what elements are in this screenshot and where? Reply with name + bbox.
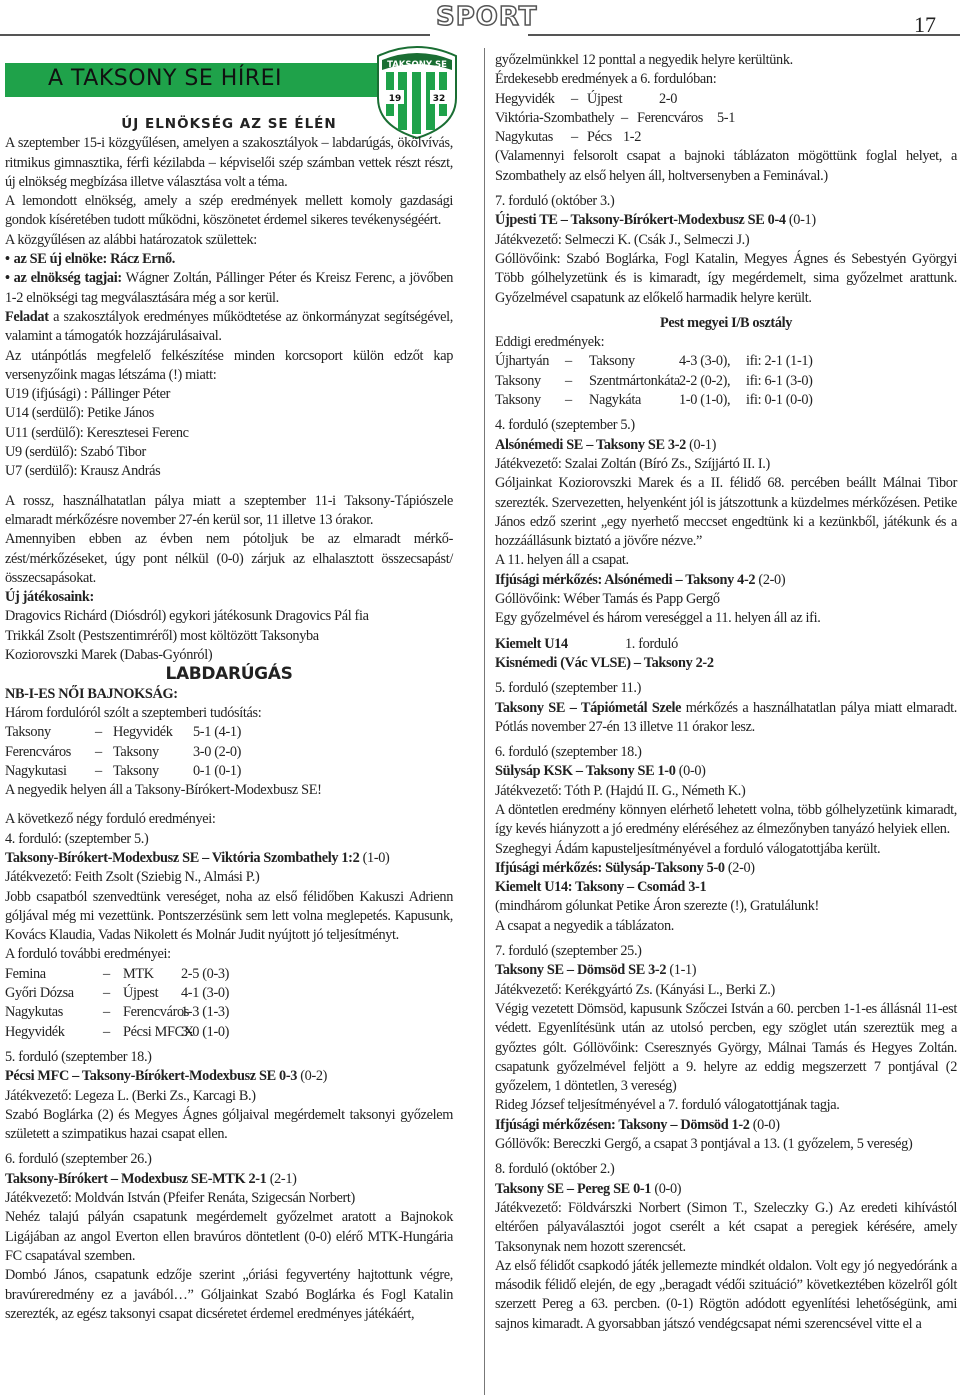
football-heading: LABDARÚGÁS: [165, 664, 293, 685]
team-b: Pécsi MFCX: [123, 1023, 194, 1040]
paragraph: Góllövők: Bereczki Gergő, a csapat 3 pontjával a 13. (1 győzelem, 5 vereség): [495, 1136, 913, 1153]
paragraph: Az első félidőt csapkodó játék jellemezte mindkét oldalon. Volt egy jó negyedóránk a második félidő elején, de egy „beragadt védői szituáció” következtében közelről gólt szerzett Pereg a 63. percben. (0-1) Rögtön adódott egyenlítési lehetőségünk, ami sajnos kimaradt. A gyorsabban játszó vendégcsapat némi szerencsével vitte el a: [495, 1257, 957, 1332]
nb-title-text: NB-I-ES NŐI BAJNOKSÁG:: [5, 685, 178, 702]
logo-year-right: 32: [432, 94, 446, 104]
paragraph: A 11. helyen áll a csapat.: [495, 552, 629, 569]
paragraph: A csapat a negyedik a táblázaton.: [495, 917, 674, 934]
team-a: Nagykutasi: [5, 762, 67, 779]
score: 3-0 (1-0): [181, 1023, 230, 1040]
sep: –: [103, 985, 110, 1002]
sep: –: [103, 1023, 110, 1040]
match-title: Ifjúsági mérkőzés: Sülysáp-Taksony 5-0: [495, 859, 725, 876]
team-a: Hegyvidék: [5, 1023, 65, 1040]
sep: –: [95, 762, 102, 779]
logo-year-left: 19: [388, 94, 402, 104]
right-column: [495, 51, 957, 1334]
team-b: Újpest: [587, 90, 623, 107]
match-title: Sülysáp KSK – Taksony SE 1-0: [495, 763, 676, 780]
paragraph: A döntetlen eredmény könnyen elérhető lehetett volna, több gólhelyzetünk kimaradt, így kevés hiányzott a jó eredmény eléréséhez az élmezőnyben tanyázó helyiek ellen.: [495, 801, 957, 838]
match-title: Pécsi MFC – Taksony-Bírókert-Modexbusz SE 0-3: [5, 1068, 298, 1085]
round-date: 8. forduló (október 2.): [495, 1161, 615, 1178]
half-time: (0-0): [651, 1180, 682, 1197]
result-row: [5, 743, 453, 762]
round-date: 5. forduló (szeptember 11.): [495, 680, 642, 697]
column-divider: [484, 48, 485, 1395]
match-line: [495, 878, 957, 897]
match-title: Taksony SE – Tápiómetál Szele: [495, 699, 682, 716]
paragraph: Eddigi eredmények:: [495, 334, 605, 351]
sep: –: [621, 109, 628, 126]
team-a: Taksony: [495, 372, 541, 389]
bullet-item: [5, 250, 453, 269]
coach-item: U11 (serdülő): Keresztesei Ferenc: [5, 424, 189, 441]
score: 5-1 (4-1): [193, 724, 242, 741]
team-b: Ferencváros: [123, 1004, 190, 1021]
youth-score: ifi: 2-1 (1-1): [746, 353, 813, 370]
paragraph: A negyedik helyen áll a Taksony-Bírókert-Modexbusz SE!: [5, 782, 322, 799]
sep: –: [95, 743, 102, 760]
round-date: 4. forduló: (szeptember 5.): [5, 830, 149, 847]
team-a: Győri Dózsa: [5, 985, 74, 1002]
paragraph: győzelmünkkel 12 ponttal a negyedik helyre kerültünk.: [495, 52, 793, 68]
u14-heading: [495, 635, 957, 654]
player-item: Trikkál Zsolt (Pestszentimréről) most költözött Taksonyba: [5, 627, 319, 644]
referee: Játékvezető: Moldván István (Pfeifer Renáta, Szigecsán Norbert): [5, 1190, 355, 1207]
bullet-item: [5, 269, 453, 308]
coach-item: U14 (serdülő): Petike János: [5, 405, 154, 422]
banner-title: A TAKSONY SE HÍREI: [48, 66, 282, 91]
match-title: Kisnémedi (Vác VLSE) – Taksony 2-2: [495, 654, 714, 671]
paragraph: A következő négy forduló eredményei:: [5, 811, 216, 828]
paragraph: A közgyűlésen az alábbi határozatok születtek:: [5, 231, 257, 248]
match-title: Taksony SE – Dömsöd SE 3-2: [495, 962, 667, 979]
match-title: Taksony-Bírókert-Modexbusz SE – Viktória Szombathely 1:2: [5, 849, 360, 866]
half-time: (2-1): [266, 1170, 297, 1187]
match-title: Ifjúsági mérkőzés: Alsónémedi – Taksony 4-2: [495, 571, 756, 588]
team-a: Hegyvidék: [495, 90, 555, 107]
referee: Játékvezető: Szalai Zoltán (Bíró Zs., Szíjjártó II. I.): [495, 455, 770, 472]
logo-name: TAKSONY SE: [387, 60, 447, 70]
team-b: Taksony: [113, 743, 159, 760]
match-title: Taksony SE – Pereg SE 0-1: [495, 1180, 652, 1197]
result-row: [495, 391, 957, 410]
player-item: Dragovics Richárd (Diósdról) egykori játékosunk Dragovics Pál fia: [5, 608, 369, 625]
team-b: Taksony: [589, 353, 635, 370]
paragraph: Amennyiben ebben az évben nem pótoljuk be az elmaradt mérkő-zést/mérkőzéseket, úgy pont nélkül (0-0) zárjuk az elhalasztott összecsapást/ összecsapásokat.: [5, 531, 453, 586]
match-title: Ifjúsági mérkőzésen: Taksony – Dömsöd 1-2: [495, 1116, 750, 1133]
nb-title: [5, 685, 453, 704]
match-line: [5, 1067, 453, 1086]
section-title: SPORT: [436, 2, 538, 32]
match-line: [495, 1116, 957, 1135]
match-line: [5, 1170, 453, 1189]
team-a: Taksony: [5, 724, 51, 741]
paragraph: Érdekesebb eredmények a 6. fordulóban:: [495, 71, 717, 88]
team-b: Újpest: [123, 985, 159, 1002]
player-item: Koziorovszki Marek (Dabas-Gyónról): [5, 647, 213, 664]
paragraph: Az utánpótlás megfelelő felkészítése minden korcsoport külön edzőt kap versenyzőink magas létszáma (!) miatt:: [5, 347, 453, 383]
score: 1-2: [623, 129, 642, 146]
paragraph: [5, 308, 453, 347]
u14-round: 1. forduló: [625, 635, 678, 652]
round-date: 7. forduló (október 3.): [495, 193, 615, 210]
coach-item: U19 (ifjúsági) : Pállinger Péter: [5, 386, 171, 403]
paragraph: Dombó János, csapatunk edzője szerint „óriási fegyvertény hajtottunk végre, bravúreredmény ez a javából…” Góljainkat Szabó Boglárka és Fogl Katalin szerezték, az egész taksonyi csapat dicséretet érdemel eredményes játékáért,: [5, 1267, 453, 1322]
result-row: [5, 723, 453, 742]
result-row: [5, 965, 453, 984]
result-row: [5, 1003, 453, 1022]
result-row: [5, 984, 453, 1003]
sep: –: [95, 724, 102, 741]
round-date: 6. forduló (szeptember 18.): [495, 744, 642, 761]
paragraph: A rossz, használhatatlan pálya miatt a szeptember 11-i Taksony-Tápiószele elmaradt mérkőzésre november 27-én kerül sor, 11 illetve 13 órakor.: [5, 492, 453, 528]
round-date: 6. forduló (szeptember 26.): [5, 1151, 152, 1168]
team-a: Nagykutas: [495, 129, 553, 146]
paragraph: Nehéz talajú pályán csapatunk megérdemelt győzelmet aratott a Bajnokok Ligájában az angol Everton ellen bravúros döntetlent (0-0) elérő MTK-Hungária FC csapatával szemben.: [5, 1209, 453, 1264]
paragraph: Jobb csapatból szenvedtünk vereséget, noha az első félidőben Kakuszi Adrienn góljával még mi vezettünk. Pontszerzésünk sem lett volna meglepetés. Kapusunk, Kovács Klaudia, Vadas Nikolett és Molnár Judit nyújtott jó teljesítményt.: [5, 888, 453, 944]
team-a: Újhartyán: [495, 353, 550, 370]
paragraph: Szabó Boglárka (2) és Megyes Ágnes góljaival megérdemelt taksonyi győzelem született a szimpatikus hazai csapat ellen.: [5, 1106, 453, 1143]
round-date: 7. forduló (szeptember 25.): [495, 943, 642, 960]
new-president: az SE új elnöke: Rácz Ernő.: [13, 251, 175, 268]
result-row: [495, 90, 957, 109]
team-a: Nagykutas: [5, 1004, 63, 1021]
referee: Játékvezető: Kerékgyártó Zs. (Kányási L., Berki Z.): [495, 981, 775, 998]
half-time: (0-0): [749, 1116, 780, 1133]
referee: Játékvezető: Selmeczi K. (Csák J., Selmeczi J.): [495, 231, 750, 248]
result-row: [495, 109, 957, 128]
pest-heading: [495, 314, 957, 333]
score: 4-1 (3-0): [181, 985, 230, 1002]
match-title: Újpesti TE – Taksony-Bírókert-Modexbusz SE 0-4: [495, 212, 786, 229]
match-line: [495, 859, 957, 878]
score: 0-1 (0-1): [193, 762, 242, 779]
new-players-heading: Új játékosaink:: [5, 589, 94, 606]
sep: –: [565, 372, 572, 389]
subheading-new-board: ÚJ ELNÖKSÉG AZ SE ÉLÉN: [121, 116, 337, 132]
page-number: 17: [914, 12, 936, 37]
coach-item: U9 (serdülő): Szabó Tibor: [5, 444, 146, 461]
paragraph: A szeptember 15-i közgyűlésen, amelyen a szakosztályok – labdarúgás, ökölvívás, ritmikus gimnasztika, férfi kézilabda – képviselői szép számban vettek részt részt, új elnökség megbízása illetve választása volt a téma.: [5, 135, 453, 190]
team-b: MTK: [123, 965, 154, 982]
result-row: [5, 762, 453, 781]
paragraph: Góllövőink: Szabó Boglárka, Fogl Katalin, Megyes Ágnes és Sebestyén Györgyi Több gólhelyzetünk és is kimaradt, így megérdemelt, sima győzelmet arattunk. Győzelmével csapatunk az előkelő harmadik helyre került.: [495, 250, 957, 306]
team-a: Viktória-Szombathely: [495, 109, 615, 126]
paragraph: Egy győzelmével és három vereséggel a 11. helyen áll az ifi.: [495, 610, 821, 627]
team-a: Femina: [5, 965, 46, 982]
sep: –: [103, 965, 110, 982]
team-b: Taksony: [113, 762, 159, 779]
paragraph: Góljainkat Koziorovszki Marek és a II. félidő 68. percében beállt Málnai Tibor szerezték. Szervezetten, helyenként jól is játszottunk a küzdelmes mérkőzésen. Petike János edző szerint „egy nyerhető meccset engedtünk ki a kezünkből, játékunk és a hozzáállásunk biztató a jövőre nézve.”: [495, 475, 957, 550]
score: 2-5 (0-3): [181, 965, 230, 982]
team-a: Ferencváros: [5, 743, 72, 760]
header-rule-right: [528, 34, 960, 36]
u14-title: Kiemelt U14: [495, 635, 568, 652]
half-time: (1-0): [359, 849, 390, 866]
paragraph: (mindhárom gólunkat Petike Áron szerezte (!), Gratulálunk!: [495, 898, 819, 915]
half-time: (0-0): [675, 763, 706, 780]
match-title: Kiemelt U14: Taksony – Csomád 3-1: [495, 879, 707, 896]
result-row: [5, 1023, 453, 1042]
paragraph-label: Feladat: [5, 308, 49, 325]
score: 1-3 (1-3): [181, 1004, 230, 1021]
referee: Játékvezető: Földvárszki Norbert (Simon T., Szeleczky G.) Az eredeti kihívástól eltérően pályaválasztói jogot cserélt a két csapat a peregiek kérésére, amely Taksonynak nem hozott szerencsét.: [495, 1199, 957, 1255]
bullet-text: Wágner Zoltán, Pállinger Péter és Kreisz Ferenc, a jövőben 1-2 elnökségi tag megválasztására még a sor kerül.: [5, 270, 453, 306]
team-b: Pécs: [587, 129, 612, 146]
paragraph: Rideg József teljesítményével a 7. forduló válogatottjának tagja.: [495, 1097, 840, 1114]
youth-score: ifi: 6-1 (3-0): [746, 372, 813, 389]
match-line: [495, 654, 957, 673]
paragraph: [495, 699, 957, 738]
match-line: [495, 436, 957, 455]
paragraph: A forduló további eredményei:: [5, 946, 171, 963]
match-line: [495, 762, 957, 781]
half-time: (0-1): [685, 436, 716, 453]
referee: Játékvezető: Tóth P. (Hajdú II. G., Németh K.): [495, 782, 746, 799]
sep: –: [103, 1004, 110, 1021]
paragraph: Góllövőink: Wéber Tamás és Papp Gergő: [495, 591, 720, 608]
score: 2-0: [659, 90, 678, 107]
header-rule-left: [0, 34, 430, 36]
team-b: Hegyvidék: [113, 724, 173, 741]
new-players-label: [5, 588, 453, 607]
score: 4-3 (3-0),: [679, 353, 731, 370]
team-b: Szentmártonkáta: [589, 372, 680, 389]
match-line: [5, 849, 453, 868]
match-line: [495, 211, 957, 230]
paragraph: Három fordulóról szólt a szeptemberi tudósítás:: [5, 704, 262, 721]
score: 3-0 (2-0): [193, 743, 242, 760]
sep: –: [571, 90, 578, 107]
paragraph-text: mérkőzés a használhatatlan pálya miatt elmaradt. Pótlás november 27-én 13 illetve 11 órakor lesz.: [495, 699, 957, 735]
half-time: (1-1): [666, 962, 697, 979]
paragraph: (Valamennyi felsorolt csapat a bajnoki táblázaton mögöttünk foglal helyet, a Szombathely az első helyen áll, holtversenyben a Feminával.): [495, 148, 957, 184]
result-row: [495, 128, 957, 147]
half-time: (2-0): [755, 571, 786, 588]
team-a: Taksony: [495, 392, 541, 409]
referee: Játékvezető: Feith Zsolt (Sziebig N., Almási P.): [5, 869, 260, 886]
youth-score: ifi: 0-1 (0-0): [746, 392, 813, 409]
sep: –: [565, 392, 572, 409]
referee: Játékvezető: Legeza L. (Berki Zs., Karcagi B.): [5, 1087, 256, 1104]
round-date: 5. forduló (szeptember 18.): [5, 1048, 152, 1065]
team-b: Ferencváros: [637, 109, 704, 126]
round-date: 4. forduló (szeptember 5.): [495, 417, 635, 434]
paragraph: Szeghegyi Ádám kapusteljesítményével a forduló válogatottjába került.: [495, 840, 881, 857]
pest-title: Pest megyei I/B osztály: [659, 314, 793, 331]
match-title: Alsónémedi SE – Taksony SE 3-2: [495, 436, 686, 453]
result-row: [495, 372, 957, 391]
score: 5-1: [717, 109, 736, 126]
match-title: Taksony-Bírókert – Modexbusz SE-MTK 2-1: [5, 1170, 267, 1187]
half-time: (0-1): [785, 212, 816, 229]
coach-item: U7 (serdülő): Krausz András: [5, 463, 161, 480]
paragraph: Végig vezetett Dömsöd, kapusunk Szőczei István a 60. percben 1-1-es állásnál 11-est védett. Egyenlítésünk után az utolsó percben, egy szöglet után szereztük meg a győztes gólt. Góllövőink: Cseresznyés György, Málnai Tamás és Hegyes Zoltán. csapatunk győzelmével feljött a 9. helyre az eddig megszerzett 7 pontjával (2 győzelem, 1 döntetlen, 3 vereség): [495, 1000, 957, 1095]
score: 1-0 (1-0),: [679, 392, 731, 409]
score: 2-2 (0-2),: [679, 372, 731, 389]
left-column: [5, 115, 453, 1324]
paragraph: A lemondott elnökség, amely a szép eredmények mellett komoly gazdasági gondok kíséretében tudott működni, köszönetet érdemel sikeres tevékenységéért.: [5, 193, 453, 229]
sep: –: [565, 353, 572, 370]
paragraph-text: a szakosztályok eredményes működtetése az önkormányzat segítségével, valamint a támogatók hozzájárulásaival.: [5, 308, 453, 345]
half-time: (0-2): [297, 1068, 328, 1085]
sep: –: [571, 129, 578, 146]
bullet-label: az elnökség tagjai:: [13, 270, 122, 287]
match-line: [495, 1180, 957, 1199]
team-b: Nagykáta: [589, 392, 641, 409]
match-line: [495, 961, 957, 980]
half-time: (2-0): [724, 859, 755, 876]
result-row: [495, 352, 957, 371]
match-line: [495, 571, 957, 590]
